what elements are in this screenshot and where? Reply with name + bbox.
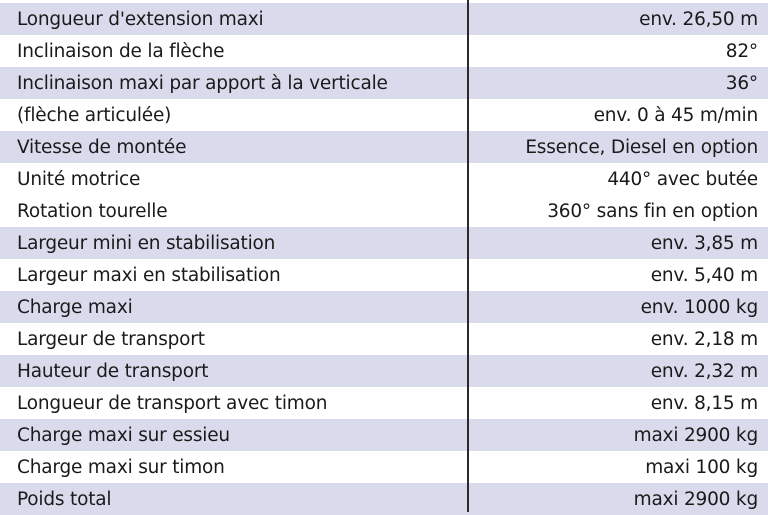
spec-row-min-stabilization-width bbox=[0, 227, 768, 259]
spec-value: 36° bbox=[725, 72, 758, 94]
spec-label: Hauteur de transport bbox=[17, 360, 209, 382]
spec-value: env. 8,15 m bbox=[650, 392, 758, 414]
spec-label: Vitesse de montée bbox=[17, 136, 187, 158]
spec-label: Inclinaison de la flèche bbox=[17, 40, 225, 62]
spec-value: env. 1000 kg bbox=[640, 296, 758, 318]
spec-label: Charge maxi sur timon bbox=[17, 456, 225, 478]
spec-label: Charge maxi bbox=[17, 296, 133, 318]
spec-value: env. 26,50 m bbox=[639, 8, 758, 30]
spec-label: Poids total bbox=[17, 488, 112, 510]
spec-row-max-stabilization-width bbox=[0, 259, 768, 291]
spec-label: Largeur maxi en stabilisation bbox=[17, 264, 281, 286]
spec-row-drawbar-load bbox=[0, 451, 768, 483]
spec-value: env. 2,18 m bbox=[650, 328, 758, 350]
spec-row-climb-speed bbox=[0, 131, 768, 163]
spec-row-transport-height bbox=[0, 355, 768, 387]
spec-value: env. 2,32 m bbox=[650, 360, 758, 382]
spec-label: Largeur de transport bbox=[17, 328, 205, 350]
spec-row-transport-width bbox=[0, 323, 768, 355]
spec-row-max-load bbox=[0, 291, 768, 323]
spec-row-extension-length bbox=[0, 3, 768, 35]
spec-value: env. 3,85 m bbox=[650, 232, 758, 254]
spec-row-axle-load bbox=[0, 419, 768, 451]
spec-value: maxi 100 kg bbox=[645, 456, 758, 478]
spec-value: 82° bbox=[725, 40, 758, 62]
spec-value: 440° avec butée bbox=[607, 168, 758, 190]
spec-row-boom-inclination bbox=[0, 35, 768, 67]
spec-label: Unité motrice bbox=[17, 168, 141, 190]
spec-row-total-weight bbox=[0, 483, 768, 515]
spec-row-turret-rotation bbox=[0, 195, 768, 227]
column-divider bbox=[467, 0, 469, 512]
spec-label: Largeur mini en stabilisation bbox=[17, 232, 276, 254]
spec-value: env. 5,40 m bbox=[650, 264, 758, 286]
spec-label: (flèche articulée) bbox=[17, 104, 172, 126]
spec-value: 360° sans fin en option bbox=[547, 200, 758, 222]
spec-label: Rotation tourelle bbox=[17, 200, 168, 222]
spec-row-power-unit bbox=[0, 163, 768, 195]
spec-row-articulated-boom bbox=[0, 99, 768, 131]
spec-value: maxi 2900 kg bbox=[633, 488, 758, 510]
spec-label: Inclinaison maxi par apport à la verticale bbox=[17, 72, 388, 94]
spec-label: Longueur de transport avec timon bbox=[17, 392, 328, 414]
spec-label: Charge maxi sur essieu bbox=[17, 424, 230, 446]
spec-value: env. 0 à 45 m/min bbox=[593, 104, 758, 126]
spec-row-transport-length bbox=[0, 387, 768, 419]
spec-row-max-inclination-vertical bbox=[0, 67, 768, 99]
spec-value: maxi 2900 kg bbox=[633, 424, 758, 446]
spec-value: Essence, Diesel en option bbox=[525, 136, 758, 158]
spec-label: Longueur d'extension maxi bbox=[17, 8, 264, 30]
